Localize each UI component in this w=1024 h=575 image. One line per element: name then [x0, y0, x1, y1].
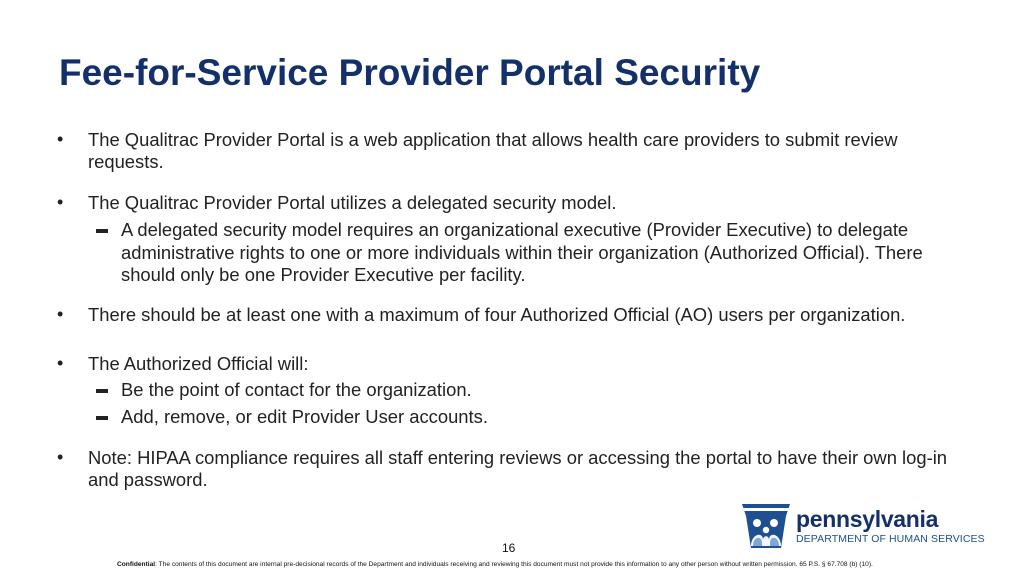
bullet-marker: •	[57, 447, 64, 467]
bullet-text: The Qualitrac Provider Portal is a web application that allows health care providers to submit review requests.	[88, 129, 898, 172]
dash-marker	[96, 389, 108, 393]
sub-bullet-text: Add, remove, or edit Provider User accounts.	[121, 406, 488, 427]
bullet-item	[57, 447, 968, 491]
sub-bullet-item	[121, 406, 971, 429]
bullet-marker: •	[57, 353, 64, 373]
keystone-family-icon	[740, 502, 792, 550]
confidentiality-footer	[117, 561, 873, 568]
sub-bullet-item	[121, 219, 971, 287]
dash-marker	[96, 416, 108, 420]
bullet-text: Note: HIPAA compliance requires all staff entering reviews or accessing the portal to have their own log-in and password.	[88, 447, 948, 490]
bullet-item	[57, 129, 968, 173]
page-number: 16	[502, 541, 516, 555]
sub-bullet-text: A delegated security model requires an organizational executive (Provider Executive) to delegate administrative rights to one or more individuals within their organization (Authorized Official). There should only be one Provider Executive per facility.	[121, 219, 923, 285]
logo-wordmark: pennsylvania	[796, 506, 939, 532]
bullet-item	[57, 353, 968, 375]
bullet-item	[57, 304, 968, 326]
footer-text: : The contents of this document are internal pre-decisional records of the Department and individuals receiving and reviewing this document must not provide this information to any other person without written permission. 65 P.S. § 67.708 (b) (10).	[155, 561, 873, 568]
sub-bullet-text: Be the point of contact for the organization.	[121, 379, 472, 400]
bullet-item	[57, 192, 968, 214]
bullet-marker: •	[57, 192, 64, 212]
slide-title: Fee-for-Service Provider Portal Security	[59, 52, 761, 93]
logo-department: DEPARTMENT OF HUMAN SERVICES	[796, 533, 985, 545]
bullet-text: There should be at least one with a maximum of four Authorized Official (AO) users per organization.	[88, 304, 906, 325]
dash-marker	[96, 229, 108, 233]
bullet-marker: •	[57, 304, 64, 324]
sub-bullet-item	[121, 379, 971, 402]
footer-label: Confidential	[117, 561, 156, 568]
bullet-text: The Authorized Official will:	[88, 353, 309, 374]
bullet-marker: •	[57, 129, 64, 149]
bullet-text: The Qualitrac Provider Portal utilizes a delegated security model.	[88, 192, 617, 213]
